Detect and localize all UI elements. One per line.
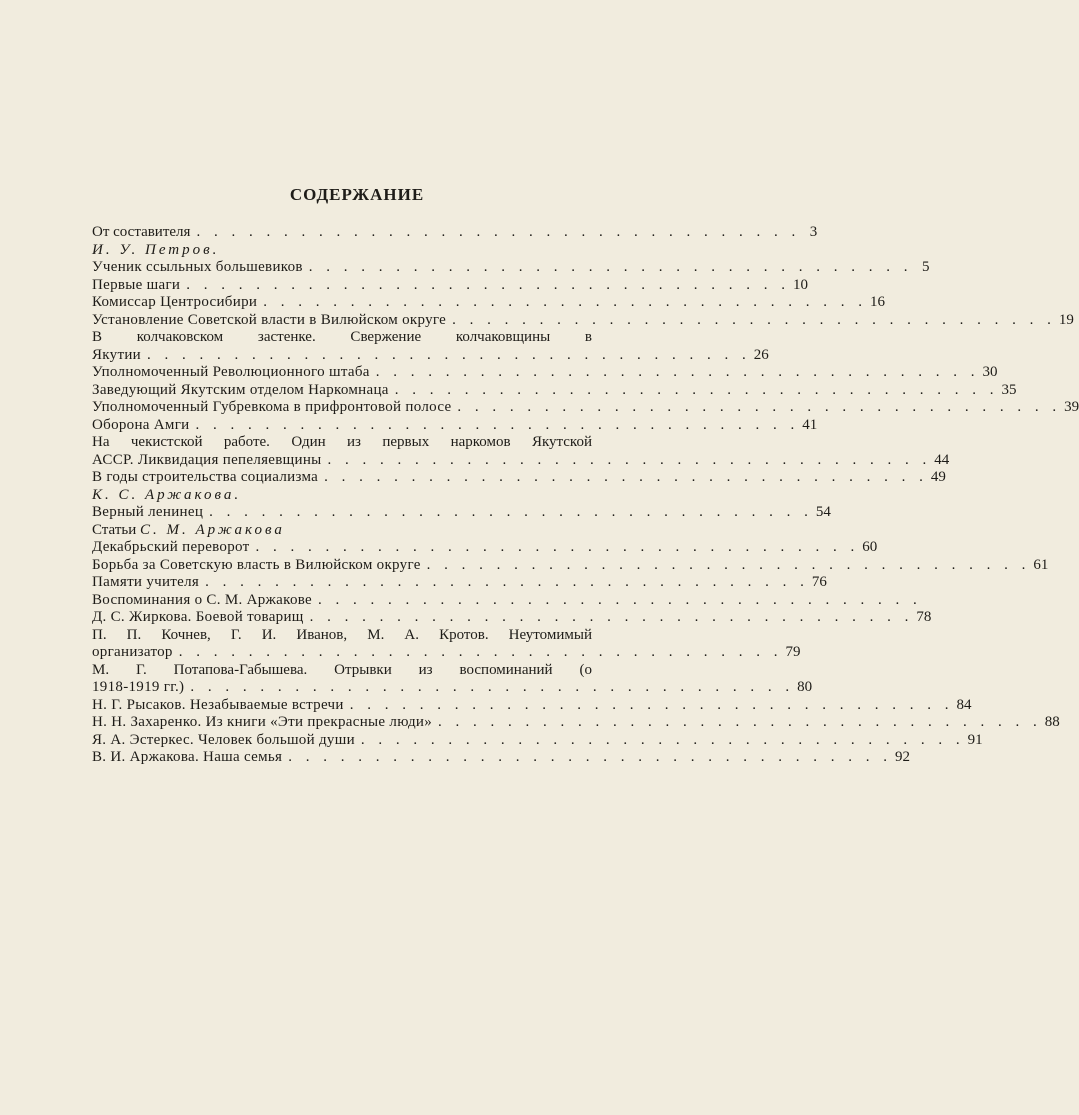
leader-dots: . . . . . . . . . . . . . . . . . . . . . . . . . . . . . . . . . . .	[255, 539, 860, 555]
toc-entry-title: Памяти учителя	[92, 574, 200, 590]
toc-entry-page: 61	[1033, 556, 1049, 573]
toc-articles-heading	[92, 522, 592, 540]
leader-dots: . . . . . . . . . . . . . . . . . . . . . . . . . . . . . . . . . . .	[186, 276, 790, 293]
toc-entry-title: Уполномоченный Революционного штаба	[92, 364, 370, 380]
leader-dots: . . . . . . . . . . . . . . . . . . . . . . . . . . . . . . . . . . .	[147, 346, 751, 363]
leader-dots: . . . . . . . . . . . . . . . . . . . . . . . . . . . . . . . . . . .	[178, 644, 783, 660]
toc-entry	[92, 539, 878, 557]
articles-label: Статьи	[92, 521, 137, 538]
leader-dots: . . . . . . . . . . . . . . . . . . . . . . . . . . . . . . . . . . .	[438, 714, 1042, 730]
leader-dots: . . . . . . . . . . . . . . . . . . . . . . . . . . . . . . . . . . .	[288, 749, 892, 765]
author-name: И. У. Петров.	[92, 241, 220, 258]
toc-entry-page: 79	[785, 644, 801, 660]
toc-entry-title: 1918-1919 гг.)	[92, 679, 185, 695]
leader-dots: . . . . . . . . . . . . . . . . . . . . . . . . . . . . . . . . . . .	[309, 609, 914, 625]
toc-entry-page: 44	[934, 451, 950, 468]
leader-dots: . . . . . . . . . . . . . . . . . . . . . . . . . . . . . . . . . . .	[308, 259, 913, 275]
leader-dots: . . . . . . . . . . . . . . . . . . . . . . . . . . . . . . . . . . .	[349, 696, 954, 713]
leader-dots: . . . . . . . . . . . . . . . . . . . . . . . . . . . . . . . . . . .	[195, 416, 800, 433]
toc-entry-page: 19	[1058, 311, 1074, 328]
toc-entry	[92, 644, 801, 662]
toc-entry-page: 92	[895, 749, 910, 765]
toc-entry-title: Воспоминания о С. М. Аржакове	[92, 591, 313, 608]
author-name: С. М. Аржакова	[140, 521, 285, 538]
toc-entry-page: 76	[811, 574, 827, 590]
toc-entry-title: Верный ленинец	[92, 504, 204, 520]
toc-entry-title: М. Г. Потапова-Габышева. Отрывки из воспоминаний (о	[92, 661, 592, 678]
toc-entry-page: 26	[753, 346, 769, 363]
toc-entry-page: 5	[922, 259, 930, 275]
toc-entry-title: Н. Г. Рысаков. Незабываемые встречи	[92, 696, 344, 713]
toc-entry-title: Уполномоченный Губревкома в прифронтовой полосе	[92, 399, 452, 415]
toc-entry	[92, 311, 1074, 330]
table-of-contents	[92, 224, 1079, 767]
leader-dots: . . . . . . . . . . . . . . . . . . . . . . . . . . . . . . . . . . .	[324, 469, 928, 485]
toc-entry-title: Н. Н. Захаренко. Из книги «Эти прекрасные люди»	[92, 714, 433, 730]
toc-entry-title: В. И. Аржакова. Наша семья	[92, 749, 283, 765]
toc-entry-page: 3	[809, 224, 818, 240]
toc-entry-title: П. П. Кочнев, Г. И. Иванов, М. А. Кротов. Неутомимый	[92, 626, 592, 643]
toc-entry-page: 49	[930, 469, 946, 485]
toc-entry-title: Комиссар Центросибири	[92, 294, 258, 310]
leader-dots: . . . . . . . . . . . . . . . . . . . . . . . . . . . . . . . . . . .	[452, 311, 1056, 328]
toc-entry-title: АССР. Ликвидация пепеляевщины	[92, 451, 322, 468]
toc-entry-line	[92, 434, 592, 452]
leader-dots: . . . . . . . . . . . . . . . . . . . . . . . . . . . . . . . . . . .	[375, 364, 980, 380]
leader-dots: . . . . . . . . . . . . . . . . . . . . . . . . . . . . . . . . . . .	[457, 399, 1062, 415]
toc-entry	[92, 731, 983, 750]
toc-entry	[92, 609, 932, 627]
toc-entry-title: Оборона Амги	[92, 416, 190, 433]
toc-entry	[92, 591, 922, 610]
leader-dots: . . . . . . . . . . . . . . . . . . . . . . . . . . . . . . . . . . .	[209, 504, 813, 520]
toc-entry-title: Установление Советской власти в Вилюйском округе	[92, 311, 447, 328]
toc-entry-title: На чекистской работе. Один из первых наркомов Якутской	[92, 434, 592, 450]
toc-entry	[92, 294, 885, 312]
toc-entry-title: Борьба за Советскую власть в Вилюйском округе	[92, 556, 421, 573]
toc-entry-page: 91	[967, 731, 983, 748]
toc-entry	[92, 346, 769, 365]
leader-dots: . . . . . . . . . . . . . . . . . . . . . . . . . . . . . . . . . . .	[190, 679, 795, 695]
toc-entry	[92, 451, 950, 470]
toc-entry	[92, 696, 972, 715]
toc-author-heading	[92, 487, 592, 505]
leader-dots: . . . . . . . . . . . . . . . . . . . . . . . . . . . . . . . . . . .	[318, 591, 922, 608]
leader-dots: . . . . . . . . . . . . . . . . . . . . . . . . . . . . . . . . . . .	[327, 451, 932, 468]
toc-entry-page: 60	[862, 539, 878, 555]
toc-entry-title: Д. С. Жиркова. Боевой товарищ	[92, 609, 304, 625]
toc-entry-page: 84	[956, 696, 972, 713]
toc-entry-page: 54	[815, 504, 831, 520]
toc-entry-title: Заведующий Якутским отделом Наркомнаца	[92, 381, 389, 398]
toc-entry	[92, 679, 813, 697]
toc-entry-page: 78	[916, 609, 932, 625]
leader-dots: . . . . . . . . . . . . . . . . . . . . . . . . . . . . . . . . . . .	[263, 294, 867, 310]
leader-dots: . . . . . . . . . . . . . . . . . . . . . . . . . . . . . . . . . . .	[394, 381, 999, 398]
toc-entry-title: Декабрьский переворот	[92, 539, 250, 555]
toc-entry	[92, 399, 1079, 417]
toc-entry	[92, 556, 1049, 575]
toc-entry-title: В годы строительства социализма	[92, 469, 319, 485]
leader-dots: . . . . . . . . . . . . . . . . . . . . . . . . . . . . . . . . . . .	[360, 731, 965, 748]
toc-entry-line	[92, 662, 592, 680]
toc-entry-title: В колчаковском застенке. Свержение колчаковщины в	[92, 329, 592, 345]
toc-entry-title: Первые шаги	[92, 276, 181, 293]
leader-dots: . . . . . . . . . . . . . . . . . . . . . . . . . . . . . . . . . . .	[196, 224, 801, 240]
toc-entry	[92, 416, 818, 435]
toc-entry-page: 30	[982, 364, 998, 380]
toc-entry	[92, 504, 831, 522]
toc-entry	[92, 749, 910, 767]
toc-entry-page: 16	[869, 294, 885, 310]
toc-entry-page: 41	[802, 416, 818, 433]
toc-entry-title: От составителя	[92, 224, 191, 240]
page-title: СОДЕРЖАНИЕ	[289, 185, 425, 204]
toc-entry	[92, 469, 946, 487]
toc-entry	[92, 276, 808, 295]
toc-entry	[92, 259, 930, 277]
leader-dots: . . . . . . . . . . . . . . . . . . . . . . . . . . . . . . . . . . .	[205, 574, 809, 590]
toc-entry	[92, 574, 827, 592]
toc-entry-page: 80	[797, 679, 813, 695]
toc-entry-title: Якутии	[92, 346, 141, 363]
toc-entry	[92, 381, 1017, 400]
toc-entry	[92, 224, 818, 242]
toc-entry-page: 88	[1044, 714, 1060, 730]
toc-entry-title: Ученик ссыльных большевиков	[92, 259, 303, 275]
toc-entry-page: 39	[1064, 399, 1079, 415]
toc-author-heading	[92, 242, 592, 260]
toc-entry-title: организатор	[92, 644, 173, 660]
toc-entry-line	[92, 329, 592, 347]
leader-dots: . . . . . . . . . . . . . . . . . . . . . . . . . . . . . . . . . . .	[426, 556, 1031, 573]
toc-entry-page: 10	[793, 276, 808, 293]
toc-entry	[92, 714, 1060, 732]
author-name: К. С. Аржакова.	[92, 486, 242, 503]
toc-entry	[92, 364, 998, 382]
toc-entry-title: Я. А. Эстеркес. Человек большой души	[92, 731, 355, 748]
toc-entry-page: 35	[1001, 381, 1017, 398]
toc-entry-line	[92, 627, 592, 645]
